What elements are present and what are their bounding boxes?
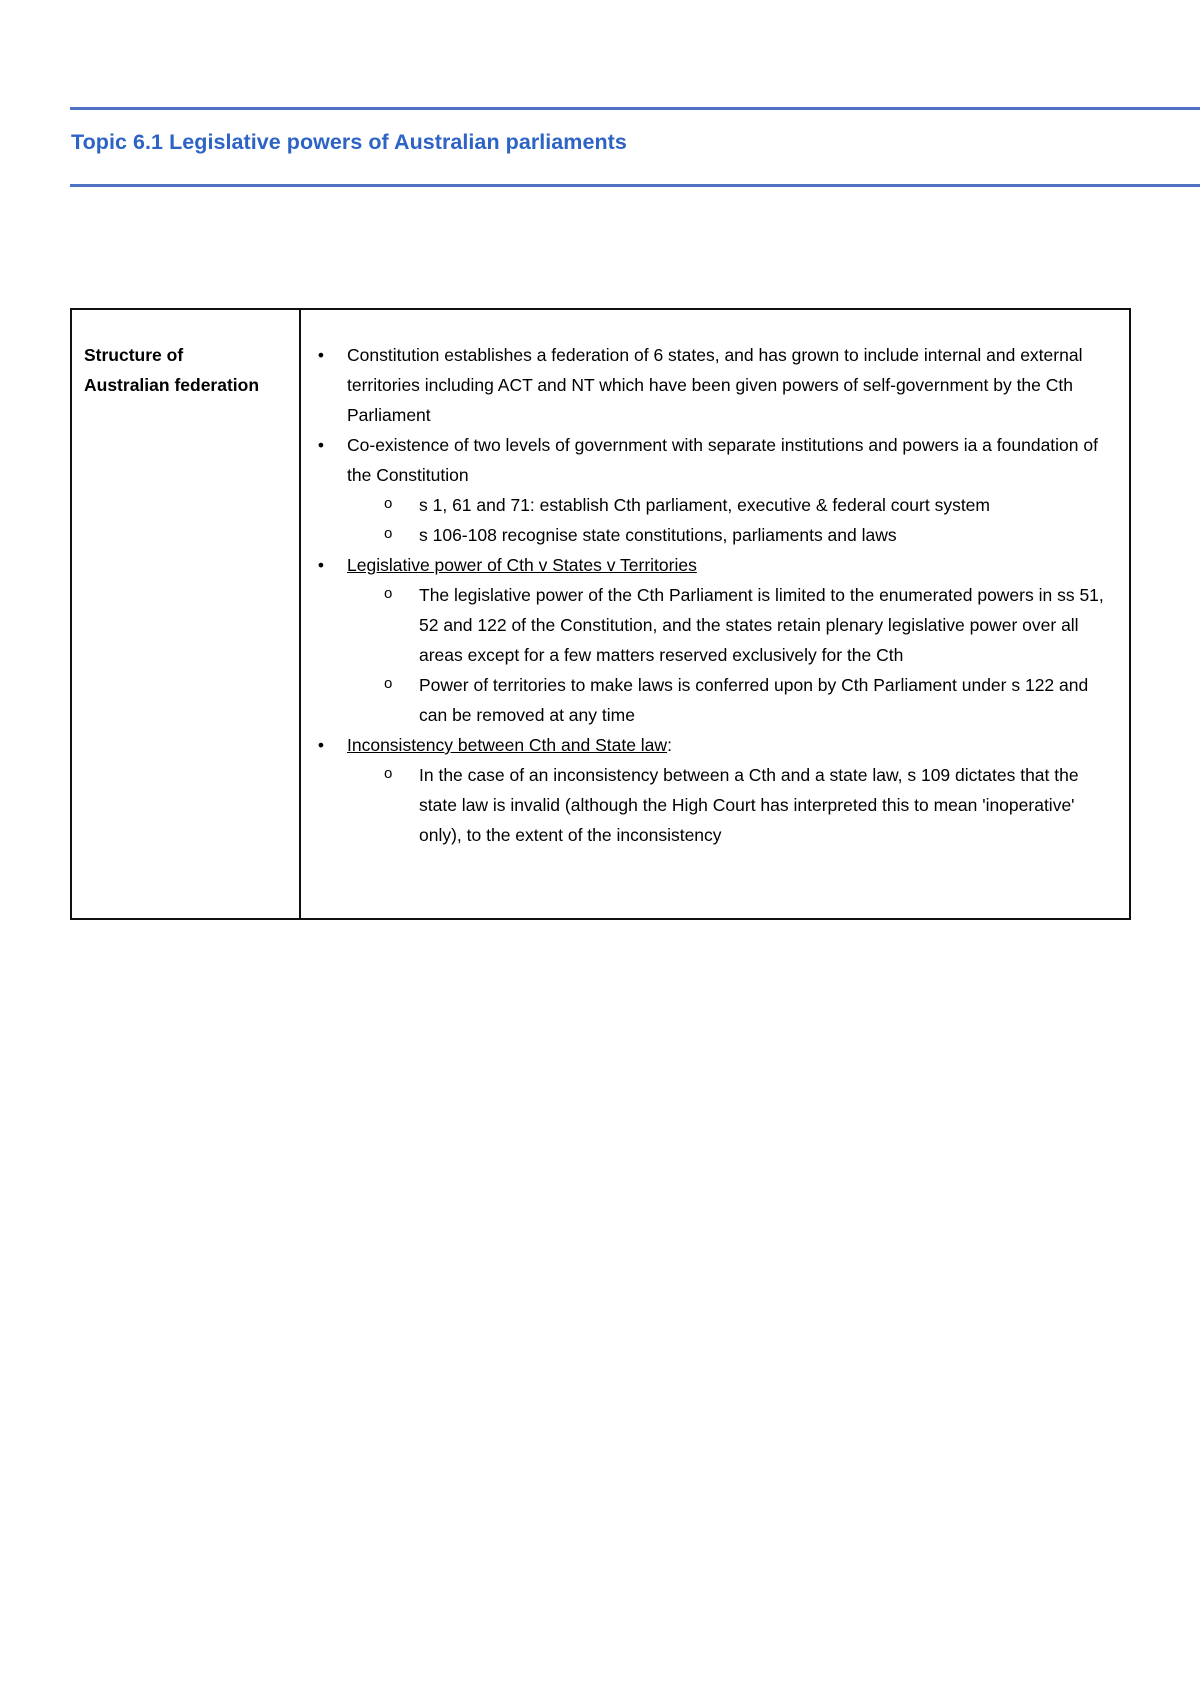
bullet-icon: • [317, 555, 325, 575]
list-item [301, 340, 1119, 430]
sub-list-item-text: Power of territories to make laws is conferred upon by Cth Parliament under s 122 and can be removed at any time [419, 675, 1089, 725]
table-row [71, 309, 1130, 919]
row-heading-line: Australian federation [84, 375, 260, 395]
bullet-icon: • [317, 345, 325, 365]
row-heading [71, 309, 300, 919]
list-item [301, 730, 1119, 850]
sub-bullet-icon: o [384, 675, 393, 692]
page-title: Topic 6.1 Legislative powers of Australian parliaments [71, 130, 627, 154]
row-content [300, 309, 1130, 919]
sub-list-item [347, 760, 1119, 850]
bullet-icon: • [317, 435, 325, 455]
sub-list-item-text: s 106-108 recognise state constitutions, parliaments and laws [419, 525, 897, 545]
sub-list-item [347, 580, 1119, 670]
header-top-rule [70, 107, 1200, 110]
sub-list-item [347, 670, 1119, 730]
header-bottom-rule [70, 184, 1200, 187]
row-heading-line: Structure of [84, 345, 184, 365]
sub-list-item-text: s 1, 61 and 71: establish Cth parliament, executive & federal court system [419, 495, 990, 515]
sub-bullet-icon: o [384, 495, 393, 512]
sub-bullet-list [347, 760, 1119, 850]
notes-table [70, 308, 1131, 920]
bullet-list [301, 340, 1119, 850]
list-item-heading-suffix: : [667, 735, 672, 755]
sub-list-item [347, 490, 1119, 520]
sub-bullet-list [347, 580, 1119, 730]
list-item-text: Constitution establishes a federation of 6 states, and has grown to include internal and external territories including ACT and NT which have been given powers of self-government by the Cth Parliament [347, 345, 1083, 425]
sub-bullet-icon: o [384, 765, 393, 782]
sub-list-item-text: The legislative power of the Cth Parliament is limited to the enumerated powers in ss 51, 52 and 122 of the Constitution, and the states retain plenary legislative power over all areas except for a few matters reserved exclusively for the Cth [419, 585, 1104, 665]
list-item-text: Co-existence of two levels of government with separate institutions and powers ia a foundation of the Constitution [347, 435, 1098, 485]
sub-bullet-list [347, 490, 1119, 550]
list-item [301, 430, 1119, 550]
sub-bullet-icon: o [384, 525, 393, 542]
sub-list-item-text: In the case of an inconsistency between a Cth and a state law, s 109 dictates that the state law is invalid (although the High Court has interpreted this to mean 'inoperative' only), to the extent of the inconsistency [419, 765, 1079, 845]
bullet-icon: • [317, 735, 325, 755]
list-item [301, 550, 1119, 730]
list-item-heading: Legislative power of Cth v States v Territories [347, 555, 697, 575]
list-item-heading: Inconsistency between Cth and State law [347, 735, 668, 755]
sub-bullet-icon: o [384, 585, 393, 602]
sub-list-item [347, 520, 1119, 550]
